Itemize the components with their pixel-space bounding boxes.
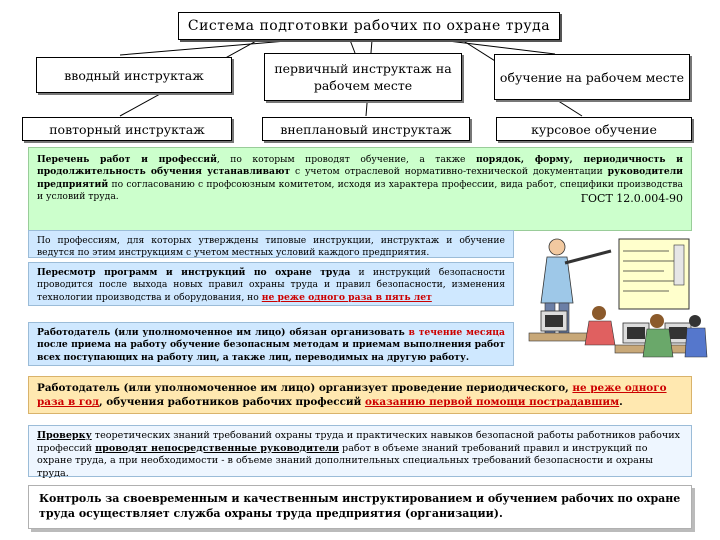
panel-tipovye (28, 230, 514, 258)
proverka-rukovoditeli: проводят непосредственные руководители (95, 442, 339, 454)
node-pervichny: первичный инструктаж на рабочем месте (264, 53, 462, 101)
connector-obuchenie (440, 40, 555, 54)
mesyac-text: после приема на работу обучение безопасным методам и приемам выполнения работ всех поступающих на работу лиц, а также лиц, переводимых на другую работу. (37, 339, 505, 363)
perechen-text: , по которым проводят обучение, а также (216, 154, 476, 165)
proverka-text: теоретических знаний требований охраны труда и практических навыков безопасной работы работников рабочих профессий (37, 430, 681, 454)
node-obuchenie: обучение на рабочем месте (494, 54, 690, 100)
perechen-bold-3: руководители предприятий (37, 166, 683, 190)
node-vvodny: вводный инструктаж (36, 57, 232, 93)
mesyac-bold: Работодатель (или уполномоченное им лицо) обязан организовать (37, 327, 405, 338)
proverka-bold: Проверку (37, 430, 92, 441)
mesyac-deadline: в течение месяца (404, 327, 505, 338)
pomosh-period: не реже одного раза в год (37, 382, 667, 408)
perechen-text-3: по согласованию с профсоюзным комитетом, исходя из характера профессии, вида работ, специфики производства и условий труда. (37, 178, 683, 203)
panel-rabotodatel-mesyac (28, 322, 514, 366)
pomosh-subject: оказанию первой помощи пострадавшим (364, 396, 620, 408)
kontrol-text: Контроль за своевременным и качественным инструктированием и обучением рабочих по охране труда осуществляет служба охраны труда предприятия (организации). (39, 492, 681, 520)
panel-proverka (28, 425, 692, 477)
panel-kontrol (28, 485, 692, 529)
pomosh-text: Работодатель (или уполномоченное им лицо) организует проведение периодического, (37, 382, 573, 394)
perechen-bold: Перечень работ и профессий (37, 154, 217, 165)
peresmotr-deadline: не реже одного раза в пять лет (261, 291, 432, 303)
perechen-bold-2: порядок, форму, периодичность и продолжительность обучения устанавливают (37, 154, 683, 178)
node-kursovoe: курсовое обучение (496, 117, 692, 141)
page-title: Система подготовки рабочих по охране труда (178, 12, 560, 40)
pomosh-text-2: , обучения работников рабочих профессий (99, 396, 365, 408)
node-povtorny: повторный инструктаж (22, 117, 232, 141)
gost-reference: ГОСТ 12.0.004-90 (580, 192, 683, 206)
proverka-text-2: работ в объеме знаний требований правил и инструкций по охране труда, а при необходимости - в объеме знаний дополнительных специальных требований безопасности и охраны труда. (37, 442, 653, 479)
peresmotr-bold: Пересмотр программ и инструкций по охране труда (37, 267, 351, 278)
pomosh-end: . (619, 396, 623, 408)
perechen-text-2: с учетом отраслевой нормативно-технической документации (290, 166, 608, 178)
tipovye-text: По профессиям, для которых утверждены типовые инструкции, инструктаж и обучение ведутся по этим инструкциям с учетом местных условий каждого предприятия. (37, 235, 505, 259)
peresmotr-text: и инструкций безопасности проводится после выхода новых правил охраны труда и правил безопасности, изменения технологии производства и оборудования, но (37, 267, 505, 303)
classroom-illustration (519, 233, 709, 373)
panel-perechen (28, 147, 692, 231)
node-vneplanovy: внеплановый инструктаж (262, 117, 470, 141)
panel-pervaya-pomosh (28, 376, 692, 414)
connector-pervichny (350, 40, 355, 53)
panel-peresmotr (28, 262, 514, 306)
